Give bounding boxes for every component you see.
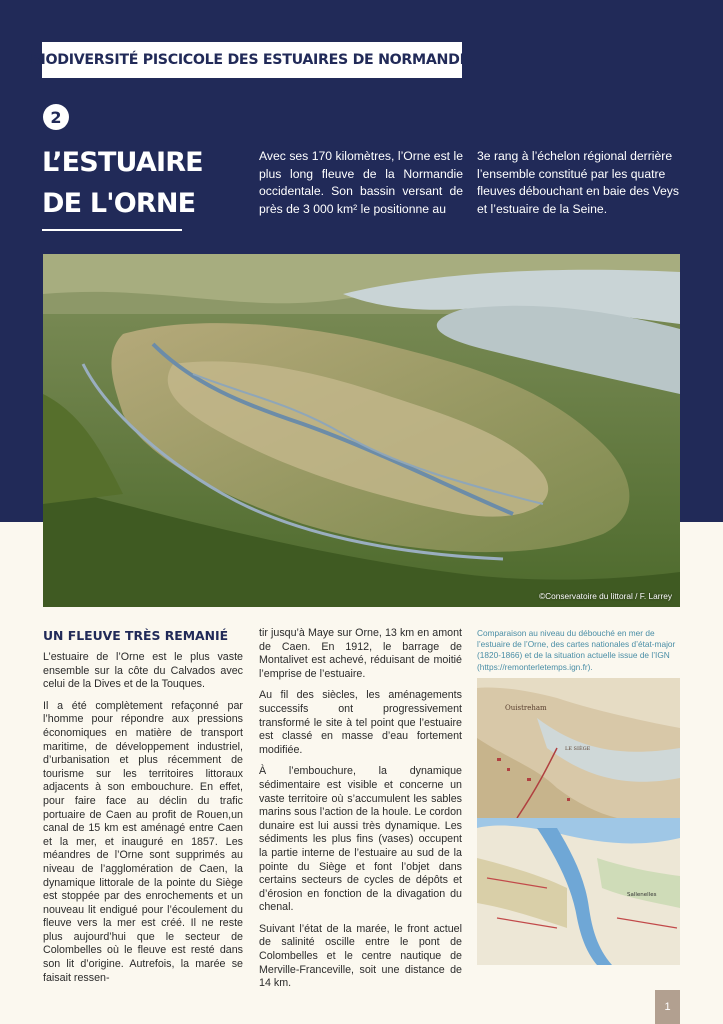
intro-column-2: 3e rang à l’échelon régional derrière l’ensemble constitué par les quatre fleuves débouchant en baie des Veys et l’estuaire de la Seine. bbox=[477, 149, 679, 216]
publication-title: BIODIVERSITÉ PISCICOLE DES ESTUAIRES DE NORMANDIE bbox=[30, 52, 474, 68]
publication-title-box bbox=[30, 42, 474, 78]
map-label-ouistreham: Ouistreham bbox=[505, 704, 547, 712]
historical-map bbox=[477, 678, 680, 818]
photo-credit: ©Conservatoire du littoral / F. Larrey bbox=[539, 591, 672, 601]
chapter-number-badge: 2 bbox=[43, 104, 69, 130]
current-map-illustration bbox=[477, 818, 680, 965]
estuary-photo-illustration bbox=[43, 254, 680, 607]
title-underline bbox=[42, 229, 182, 231]
body-paragraph: tir jusqu’à Maye sur Orne, 13 km en amont de Caen. En 1912, le barrage de Montalivet est achevé, réduisant de moitié l’emprise de l’estuaire. bbox=[259, 627, 462, 680]
section-title: UN FLEUVE TRÈS REMANIÉ bbox=[43, 628, 229, 643]
historical-map-illustration bbox=[477, 678, 680, 818]
intro-column-1: Avec ses 170 kilomètres, l’Orne est le plus long fleuve de la Normandie occidentale. Son bassin versant de près de 3 000 km² le positionne au bbox=[259, 149, 463, 216]
body-column-2 bbox=[259, 627, 462, 999]
body-paragraph: À l’embouchure, la dynamique sédimentaire est visible et concerne un vaste territoire où s’accumulent les sables marins sous l’action de la houle. Le cordon dunaire est lui aussi très dynamique. Les sédiments les plus fins (vases) occupent la partie interne de l’estuaire au sud de la pointe du Siège et font l’objet dans certains secteurs de cycles de dépôts et d’érosion en fonction de la divagation du chenal. bbox=[259, 765, 462, 914]
map-label-sallenelles: Sallenelles bbox=[627, 892, 657, 898]
chapter-title-line2: DE L'ORNE bbox=[42, 188, 196, 219]
body-paragraph: Suivant l’état de la marée, le front actuel de salinité oscille entre le pont de Colombelles et le centre nautique de Merville-Franceville, soit une distance de 14 km. bbox=[259, 922, 462, 990]
map-label-siege: LE SIÈGE bbox=[565, 746, 591, 752]
chapter-title bbox=[42, 142, 242, 224]
chapter-title-line1: L’ESTUAIRE bbox=[42, 147, 203, 178]
estuary-aerial-photo bbox=[43, 254, 680, 607]
body-column-1 bbox=[43, 651, 243, 993]
page-number: 1 bbox=[655, 990, 680, 1024]
body-paragraph: Au fil des siècles, les aménagements successifs ont progressivement transformé le site à tel point que l’estuaire est classé en masse d’eau fortement modifiée. bbox=[259, 689, 462, 756]
map-caption: Comparaison au niveau du débouché en mer de l’estuaire de l’Orne, des cartes nationales d’état-major (1820-1866) et de la situation actuelle issue de l’IGN (https://remonterletemps.ign.fr). bbox=[477, 628, 676, 672]
body-paragraph: Il a été complètement refaçonné par l’homme pour répondre aux pressions économiques en matière de transport maritime, de développement industriel, d’urbanisation et plus récemment de tourisme sur les territoires littoraux adjacents à son embouchure. En effet, pour faire face au déclin du trafic portuaire de Caen au profit de Rouen,un canal de 15 km est aménagé entre Caen et la mer, et inauguré en 1857. Les méandres de l’Orne sont supprimés au niveau de l’agglomération de Caen, la dynamique littorale de la pointe du Siège est stoppée par des enrochements et un nouveau lit endigué pour l’écoulement du fleuve vers la mer est créé. Il ne reste plus aujourd’hui que le secteur de Colombelles où le fleuve est resté dans son lit d’origine. Autrefois, la marée se faisait ressen- bbox=[43, 699, 243, 984]
body-paragraph: L’estuaire de l’Orne est le plus vaste ensemble sur la côte du Calvados avec celui de la Dives et de la Touques. bbox=[43, 651, 243, 691]
current-ign-map bbox=[477, 818, 680, 965]
